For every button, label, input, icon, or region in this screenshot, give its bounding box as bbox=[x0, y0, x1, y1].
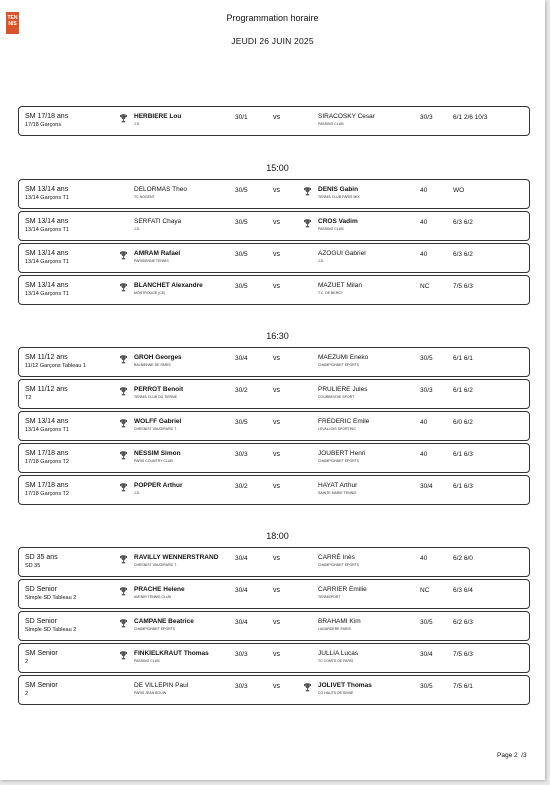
match-score: 6/1 6/2 bbox=[453, 387, 473, 394]
player2-ranking: 40 bbox=[420, 451, 428, 458]
time-slot-header: 16:30 bbox=[266, 331, 289, 341]
trophy-icon bbox=[120, 387, 127, 396]
player2-name: CARRIER Emilie bbox=[318, 586, 367, 593]
page-title: Programmation horaire bbox=[226, 13, 319, 23]
player1-club: J.S. bbox=[134, 227, 141, 231]
player2-name: CROS Vadim bbox=[318, 218, 358, 225]
player1-name: RAVILLY WENNERSTRAND bbox=[134, 554, 219, 561]
player2-name: FREDERIC Emile bbox=[318, 418, 370, 425]
player1-club: CHESNIST VAUGIRARD T. bbox=[134, 427, 177, 431]
player2-name: HAYAT Arthur bbox=[318, 482, 358, 489]
player2-ranking: 30/5 bbox=[420, 619, 433, 626]
player2-club: TC COMTE DE PARIS bbox=[318, 659, 354, 663]
player1-name: GROH Georges bbox=[134, 354, 182, 361]
player2-name: AZOGUI Gabriel bbox=[318, 250, 366, 257]
player1-ranking: 30/5 bbox=[235, 251, 248, 258]
versus-label: vs bbox=[273, 587, 280, 594]
player2-ranking: 40 bbox=[420, 219, 428, 226]
player2-club: CHAMPIONNET SPORTS bbox=[318, 363, 360, 367]
player2-club: PASSING CLUB bbox=[318, 227, 344, 231]
versus-label: vs bbox=[273, 451, 280, 458]
event-name: SM 13/14 ans bbox=[25, 218, 69, 225]
page-total: /3 bbox=[521, 752, 527, 759]
player2-ranking: 30/4 bbox=[420, 483, 433, 490]
event-name: SM Senior bbox=[25, 682, 58, 689]
match-row bbox=[18, 475, 530, 505]
player2-club: CO HAUTS DE SEINE bbox=[318, 691, 354, 695]
event-name: SM 11/12 ans bbox=[25, 386, 68, 393]
event-category: 2 bbox=[25, 691, 29, 697]
player1-ranking: 30/4 bbox=[235, 355, 248, 362]
match-score: 6/1 6/3 bbox=[453, 483, 473, 490]
player1-ranking: 30/3 bbox=[235, 451, 248, 458]
trophy-icon bbox=[304, 683, 311, 692]
player2-ranking: 30/4 bbox=[420, 651, 433, 658]
player2-ranking: 30/3 bbox=[420, 114, 433, 121]
event-category: Simple SD Tableau 2 bbox=[25, 627, 77, 633]
player2-club: PASSING CLUB bbox=[318, 122, 344, 126]
tennis-logo: TEN NIS bbox=[6, 12, 19, 34]
event-name: SD Senior bbox=[25, 618, 57, 625]
event-name: SM 17/18 ans bbox=[25, 113, 69, 120]
player1-club: PASSING CLUB bbox=[134, 659, 160, 663]
match-row bbox=[18, 347, 530, 377]
player2-ranking: NC bbox=[420, 283, 430, 290]
match-score: 6/0 6/2 bbox=[453, 419, 473, 426]
player1-ranking: 30/3 bbox=[235, 683, 248, 690]
event-category: SD 35 bbox=[25, 563, 41, 569]
match-row bbox=[18, 443, 530, 473]
event-category: 13/14 Garçons T1 bbox=[25, 259, 69, 265]
match-score: 7/5 6/3 bbox=[453, 651, 473, 658]
trophy-icon bbox=[120, 355, 127, 364]
match-score: 6/3 6/4 bbox=[453, 587, 473, 594]
match-row bbox=[18, 411, 530, 441]
player1-club: J.S. bbox=[134, 122, 141, 126]
event-category: 13/14 Garçons T1 bbox=[25, 195, 69, 201]
player1-name: POPPER Arthur bbox=[134, 482, 183, 489]
match-row bbox=[18, 106, 530, 136]
versus-label: vs bbox=[273, 251, 280, 258]
match-row bbox=[18, 579, 530, 609]
player2-club: J.S. bbox=[318, 259, 325, 263]
match-score: 6/2 6/3 bbox=[453, 619, 473, 626]
versus-label: vs bbox=[273, 355, 280, 362]
player2-name: MAZUET Milan bbox=[318, 282, 362, 289]
event-category: 13/14 Garçons T1 bbox=[25, 227, 69, 233]
player2-name: JOLIVET Thomas bbox=[318, 682, 372, 689]
player2-club: T.C. DE BERCY bbox=[318, 291, 344, 295]
match-score: 6/1 2/6 10/3 bbox=[453, 114, 488, 121]
player1-club: BALBIENNE DE PARIS bbox=[134, 363, 171, 367]
time-slot-header: 18:00 bbox=[266, 531, 289, 541]
player2-ranking: NC bbox=[420, 587, 430, 594]
player1-name: FINKIELKRAUT Thomas bbox=[134, 650, 209, 657]
player1-club: CHAMPIONNET SPORTS bbox=[134, 627, 176, 631]
player2-name: PRULIERE Jules bbox=[318, 386, 368, 393]
match-score: 6/3 6/2 bbox=[453, 219, 473, 226]
player1-club: PARISIENNE TENNIS bbox=[134, 259, 169, 263]
player2-ranking: 30/5 bbox=[420, 683, 433, 690]
event-category: 2 bbox=[25, 659, 29, 665]
player2-club: LEVALLOIS SPORTING bbox=[318, 427, 356, 431]
trophy-icon bbox=[120, 251, 127, 260]
player1-ranking: 30/3 bbox=[235, 651, 248, 658]
event-category: Simple SD Tableau 2 bbox=[25, 595, 77, 601]
player2-club: COURBEVOIE SPORT bbox=[318, 395, 355, 399]
player2-name: DENIS Gabin bbox=[318, 186, 359, 193]
player1-name: SERFATI Chaya bbox=[134, 218, 182, 225]
player2-club: SAINTE MARIE TENNIS bbox=[318, 491, 357, 495]
trophy-icon bbox=[120, 587, 127, 596]
player1-ranking: 30/5 bbox=[235, 419, 248, 426]
player1-name: NESSIM Simon bbox=[134, 450, 181, 457]
player2-club: TENNIS CLUB PARIS MIX bbox=[318, 195, 360, 199]
match-score: 7/5 6/1 bbox=[453, 683, 473, 690]
player1-ranking: 30/4 bbox=[235, 619, 248, 626]
player1-ranking: 30/4 bbox=[235, 555, 248, 562]
player2-ranking: 30/3 bbox=[420, 387, 433, 394]
trophy-icon bbox=[120, 419, 127, 428]
event-name: SM 11/12 ans bbox=[25, 354, 68, 361]
event-name: SM 13/14 ans bbox=[25, 282, 69, 289]
player1-club: AVENIR TENNIS CLUB bbox=[134, 595, 171, 599]
trophy-icon bbox=[120, 483, 127, 492]
event-name: SD 35 ans bbox=[25, 554, 58, 561]
player2-club: LAGARDERE PARIS bbox=[318, 627, 351, 631]
player1-ranking: 30/2 bbox=[235, 483, 248, 490]
match-row bbox=[18, 275, 530, 305]
page-date: JEUDI 26 JUIN 2025 bbox=[231, 36, 314, 46]
trophy-icon bbox=[304, 219, 311, 228]
player1-ranking: 30/2 bbox=[235, 387, 248, 394]
player1-ranking: 30/4 bbox=[235, 587, 248, 594]
player2-club: CHAMPIONNET SPORTS bbox=[318, 459, 360, 463]
versus-label: vs bbox=[273, 483, 280, 490]
player2-name: SIRACOSKY Cesar bbox=[318, 113, 375, 120]
event-name: SM 13/14 ans bbox=[25, 418, 69, 425]
match-score: WO bbox=[453, 187, 465, 194]
trophy-icon bbox=[120, 114, 127, 123]
event-category: 11/12 Garçons Tableau 1 bbox=[25, 363, 86, 369]
player1-name: PERROT Benoit bbox=[134, 386, 184, 393]
match-row bbox=[18, 643, 530, 673]
player1-ranking: 30/1 bbox=[235, 114, 248, 121]
page-label: Page 2 bbox=[497, 752, 518, 759]
trophy-icon bbox=[120, 619, 127, 628]
player1-ranking: 30/5 bbox=[235, 219, 248, 226]
player2-club: TENNISPORT bbox=[318, 595, 341, 599]
player1-name: DELORMAS Theo bbox=[134, 186, 187, 193]
event-category: 13/14 Garçons T1 bbox=[25, 291, 69, 297]
versus-label: vs bbox=[273, 114, 280, 121]
versus-label: vs bbox=[273, 387, 280, 394]
player2-ranking: 40 bbox=[420, 187, 428, 194]
player1-name: PRACHE Helene bbox=[134, 586, 185, 593]
match-row bbox=[18, 379, 530, 409]
player1-club: PARIS JEAN BOUIN bbox=[134, 691, 167, 695]
player2-ranking: 40 bbox=[420, 251, 428, 258]
player1-name: HERBIERE Lou bbox=[134, 113, 182, 120]
match-score: 6/3 6/2 bbox=[453, 251, 473, 258]
trophy-icon bbox=[120, 651, 127, 660]
player1-club: TC NOGENT bbox=[134, 195, 155, 199]
versus-label: vs bbox=[273, 651, 280, 658]
player1-ranking: 30/5 bbox=[235, 283, 248, 290]
player2-club: CHAMPIONNET SPORTS bbox=[318, 563, 360, 567]
match-row bbox=[18, 675, 530, 705]
player1-name: WOLFF Gabriel bbox=[134, 418, 182, 425]
player2-name: MAEZUMI Eneko bbox=[318, 354, 369, 361]
event-category: 13/14 Garçons T1 bbox=[25, 427, 69, 433]
event-category: 17/18 Garçons T2 bbox=[25, 491, 69, 497]
trophy-icon bbox=[120, 283, 127, 292]
match-score: 7/5 6/3 bbox=[453, 283, 473, 290]
trophy-icon bbox=[120, 451, 127, 460]
player2-ranking: 40 bbox=[420, 419, 428, 426]
player1-name: DE VILLEPIN Paul bbox=[134, 682, 189, 689]
versus-label: vs bbox=[273, 619, 280, 626]
versus-label: vs bbox=[273, 187, 280, 194]
event-category: T2 bbox=[25, 395, 32, 401]
player2-name: JOUBERT Henri bbox=[318, 450, 366, 457]
trophy-icon bbox=[120, 555, 127, 564]
player1-ranking: 30/5 bbox=[235, 187, 248, 194]
event-name: SD Senior bbox=[25, 586, 57, 593]
event-name: SM 17/18 ans bbox=[25, 482, 69, 489]
player1-club: PARIS COUNTRY CLUB bbox=[134, 459, 173, 463]
event-category: 17/18 Garçons T2 bbox=[25, 459, 69, 465]
player2-ranking: 30/5 bbox=[420, 355, 433, 362]
match-row bbox=[18, 211, 530, 241]
player1-name: CAMPANE Beatrice bbox=[134, 618, 194, 625]
match-score: 6/2 6/0 bbox=[453, 555, 473, 562]
player1-club: CHESNIST VAUGIRARD T. bbox=[134, 563, 177, 567]
player1-club: TENNIS CLUB DU TIERNE bbox=[134, 395, 177, 399]
event-category: 17/18 Garçons bbox=[25, 122, 62, 128]
match-score: 6/1 6/1 bbox=[453, 355, 473, 362]
event-name: SM 17/18 ans bbox=[25, 450, 69, 457]
match-row bbox=[18, 547, 530, 577]
versus-label: vs bbox=[273, 219, 280, 226]
time-slot-header: 15:00 bbox=[266, 163, 289, 173]
player1-name: BLANCHET Alexandre bbox=[134, 282, 203, 289]
player2-name: BRAHAMI Kim bbox=[318, 618, 361, 625]
player1-club: J.S. bbox=[134, 491, 141, 495]
match-row bbox=[18, 179, 530, 209]
player1-club: MONTROUGE (CE) bbox=[134, 291, 166, 295]
player1-name: AMRAM Rafael bbox=[134, 250, 181, 257]
event-name: SM 13/14 ans bbox=[25, 186, 69, 193]
versus-label: vs bbox=[273, 555, 280, 562]
match-row bbox=[18, 611, 530, 641]
player2-name: JULLIA Lucas bbox=[318, 650, 359, 657]
match-score: 6/1 6/3 bbox=[453, 451, 473, 458]
player2-ranking: 40 bbox=[420, 555, 428, 562]
match-row bbox=[18, 243, 530, 273]
event-name: SM Senior bbox=[25, 650, 58, 657]
trophy-icon bbox=[304, 187, 311, 196]
versus-label: vs bbox=[273, 683, 280, 690]
page-number bbox=[497, 752, 527, 759]
versus-label: vs bbox=[273, 419, 280, 426]
event-name: SM 13/14 ans bbox=[25, 250, 69, 257]
player2-name: CARRÉ Inès bbox=[318, 554, 355, 561]
versus-label: vs bbox=[273, 283, 280, 290]
